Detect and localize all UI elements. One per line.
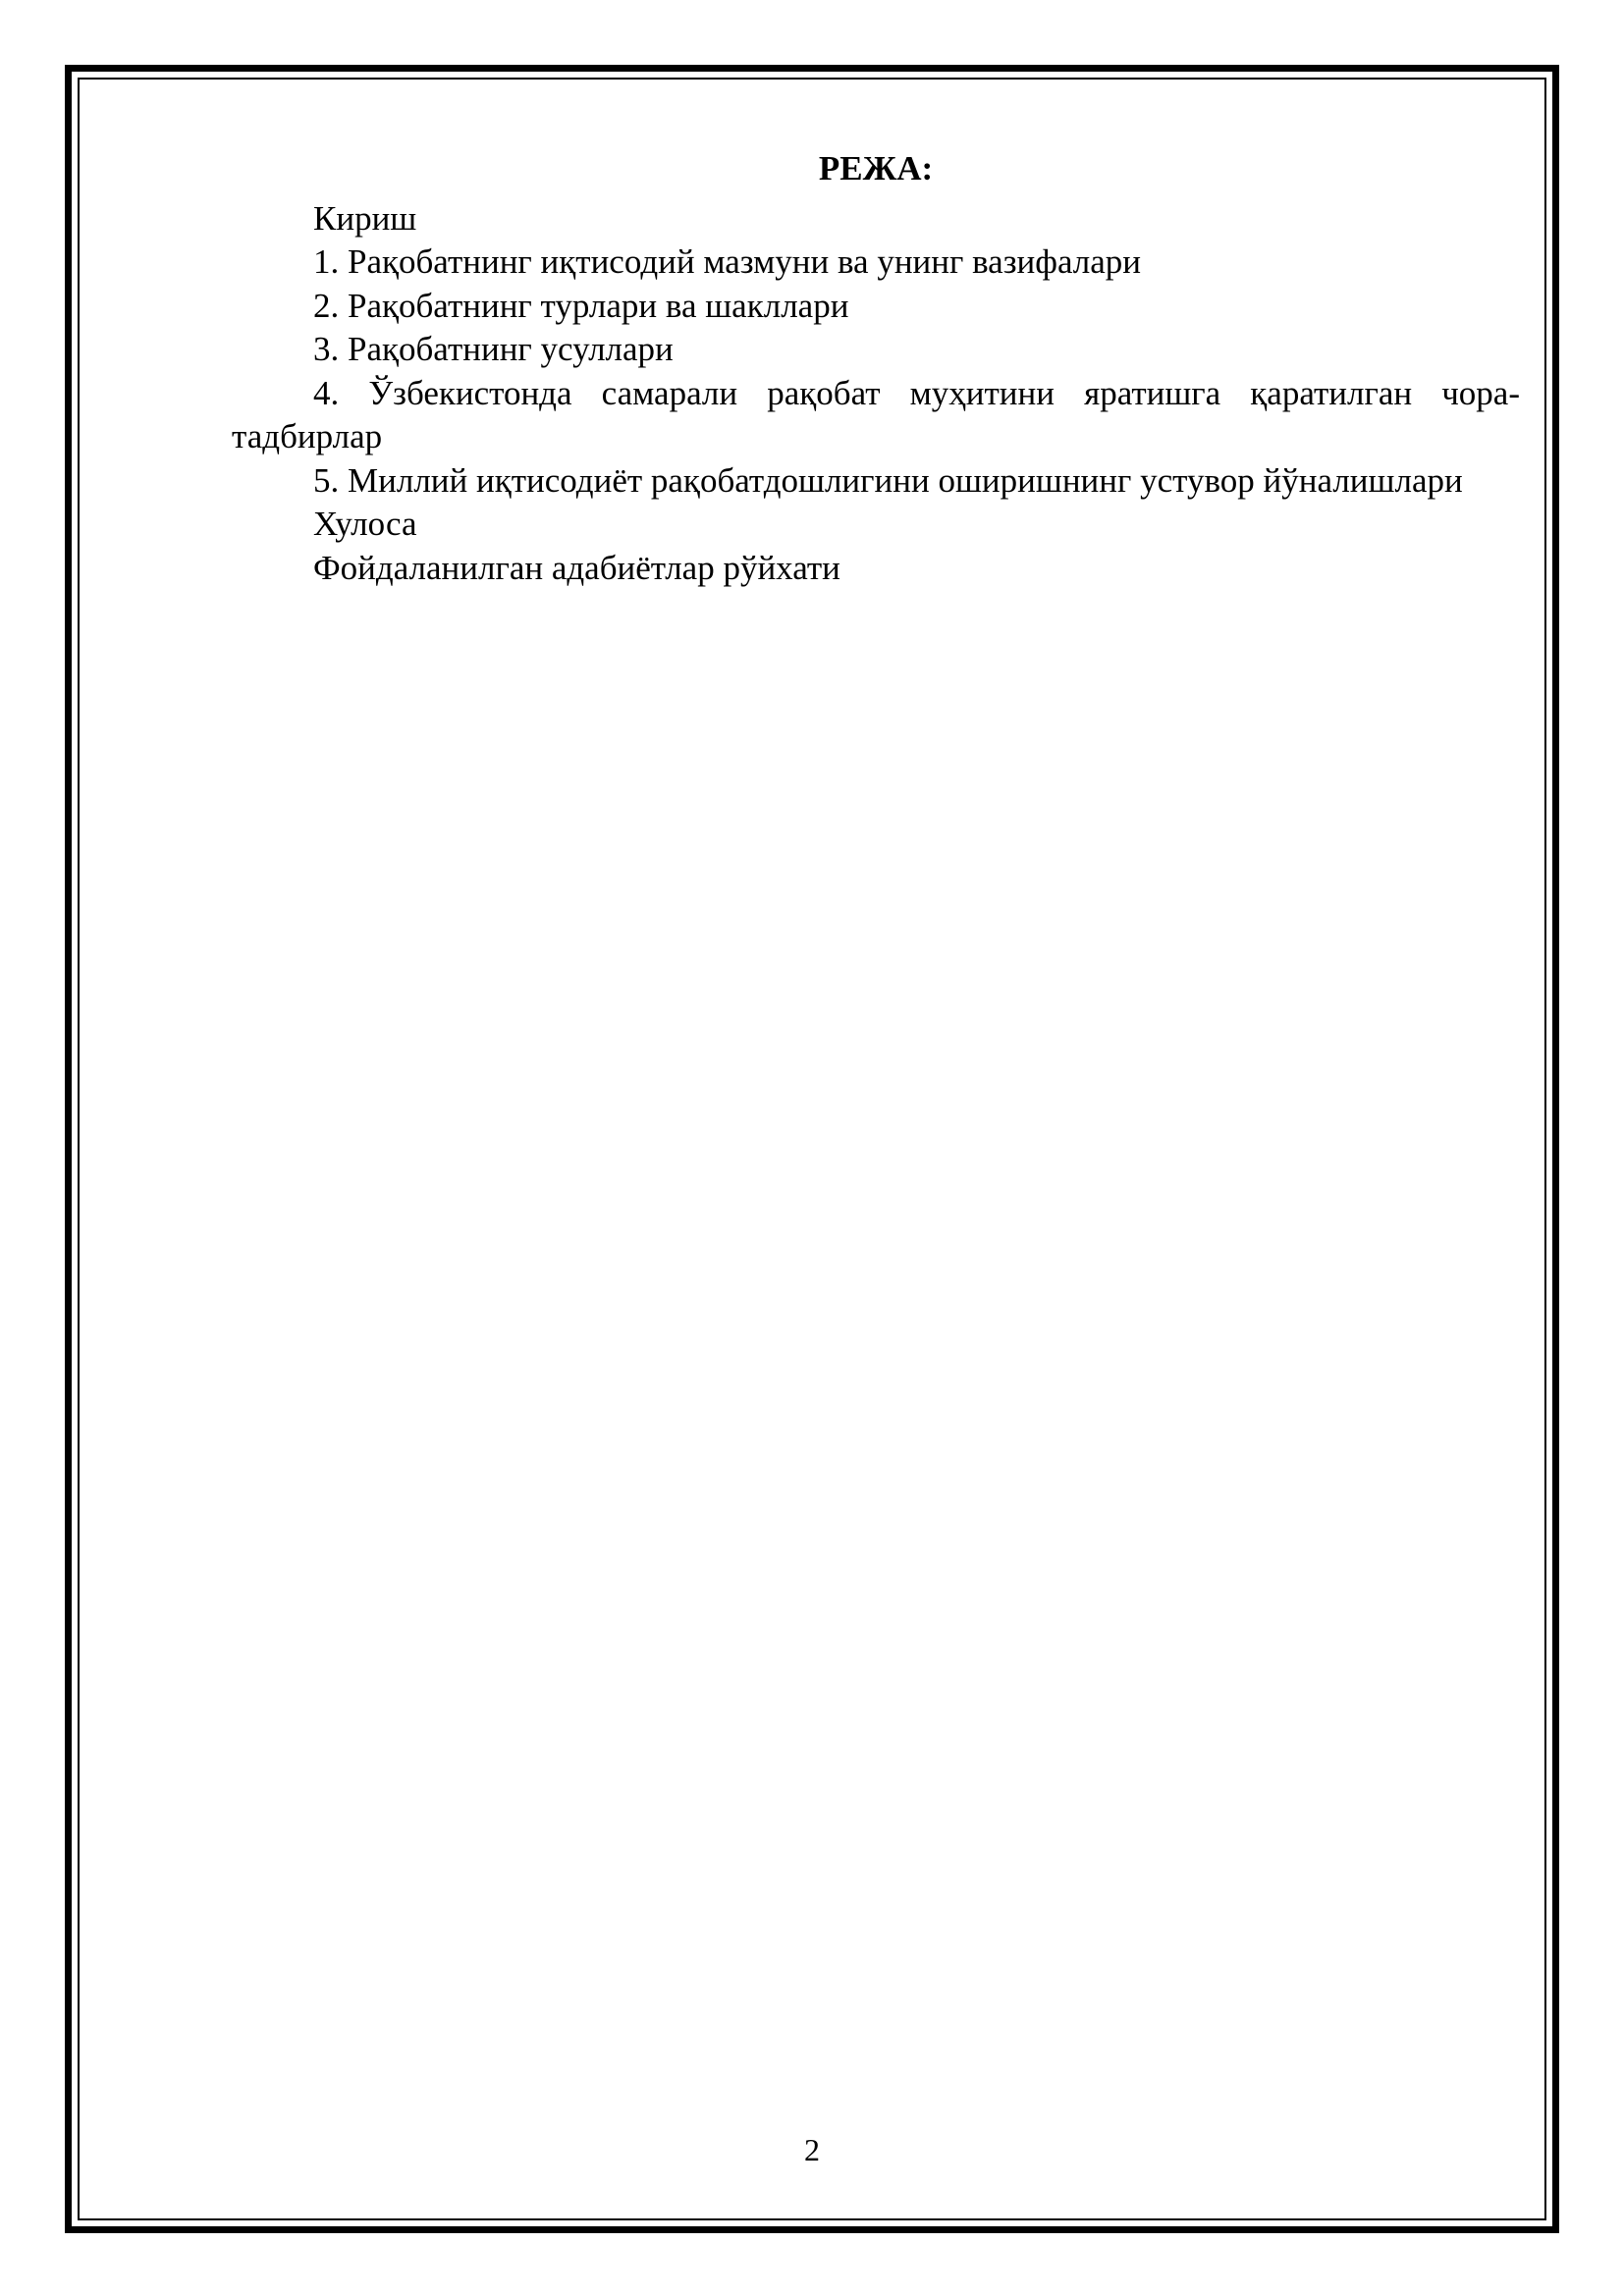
plan-item-2: 2. Рақобатнинг турлари ва шакллари xyxy=(313,286,849,325)
plan-item-5: 5. Миллий иқтисодиёт рақобатдошлигини оширишнинг устувор йўналишлари xyxy=(313,460,1463,500)
plan-item-introduction: Кириш xyxy=(313,198,417,238)
document-body xyxy=(232,147,1520,590)
plan-item-references: Фойдаланилган адабиётлар рўйхати xyxy=(313,548,840,587)
page-number: 2 xyxy=(804,2132,820,2167)
plan-title: РЕЖА: xyxy=(818,149,934,187)
plan-item-conclusion: Хулоса xyxy=(313,505,417,543)
plan-item-4: 4. Ўзбекистонда самарали рақобат муҳитини яратишга қаратилган чора-тадбирлар xyxy=(232,373,1520,455)
plan-item-3: 3. Рақобатнинг усуллари xyxy=(313,330,674,368)
plan-item-1: 1. Рақобатнинг иқтисодий мазмуни ва унинг вазифалари xyxy=(313,242,1142,281)
